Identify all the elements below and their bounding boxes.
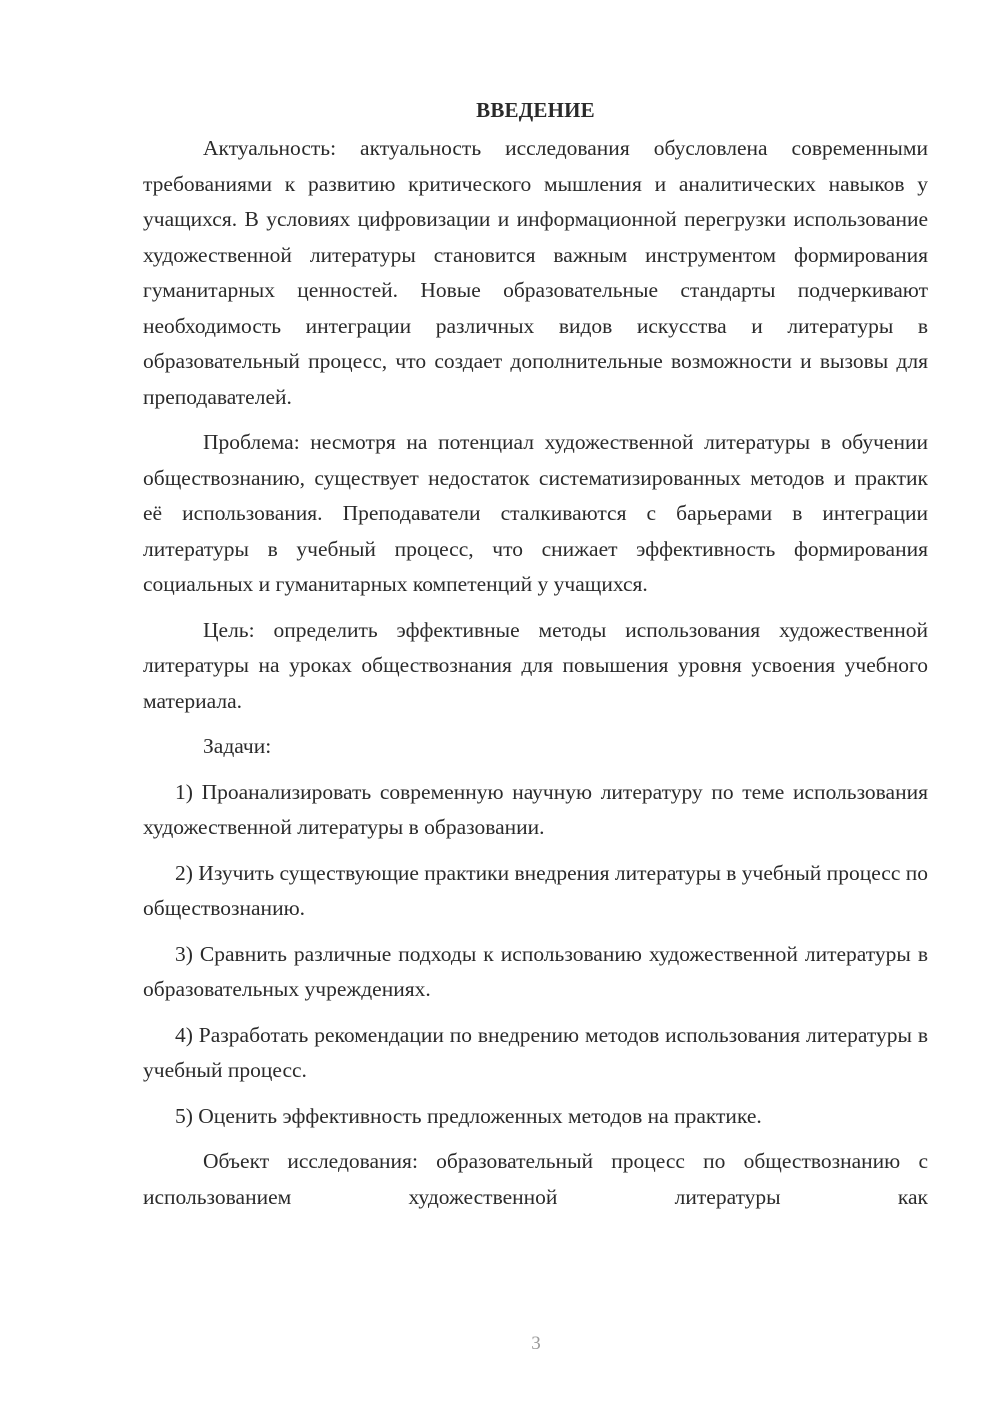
task-item: 3) Сравнить различные подходы к использованию художественной литературы в образовательных учреждениях. [143,941,928,1001]
task-item: 5) Оценить эффективность предложенных методов на практике. [175,1103,762,1128]
tasks-title: Задачи: [203,734,272,758]
task-item: 4) Разработать рекомендации по внедрению методов использования литературы в учебный процесс. [143,1022,928,1082]
document-page [143,92,928,1215]
problem-paragraph: Проблема: несмотря на потенциал художественной литературы в обучении обществознанию, существует недостаток систематизированных методов и практик её использования. Преподаватели сталкиваются с барьерами в интеграции литературы в учебный процесс, что снижает эффективность формирования социальных и гуманитарных компетенций у учащихся. [143,430,928,596]
task-item: 2) Изучить существующие практики внедрения литературы в учебный процесс по обществознанию. [143,860,928,920]
object-paragraph: Объект исследования: образовательный процесс по обществознанию с использованием художественной литературы как [143,1149,928,1209]
goal-paragraph: Цель: определить эффективные методы использования художественной литературы на уроках обществознания для повышения уровня усвоения учебного материала. [143,617,928,713]
relevance-paragraph: Актуальность: актуальность исследования обусловлена современными требованиями к развитию критического мышления и аналитических навыков у учащихся. В условиях цифровизации и информационной перегрузки использование художественной литературы становится важным инструментом формирования гуманитарных ценностей. Новые образовательные стандарты подчеркивают необходимость интеграции различных видов искусства и литературы в образовательный процесс, что создает дополнительные возможности и вызовы для преподавателей. [143,136,928,409]
section-title: ВВЕДЕНИЕ [476,98,595,122]
task-item: 1) Проанализировать современную научную литературу по теме использования художественной литературы в образовании. [143,779,928,839]
page-number: 3 [531,1333,541,1354]
